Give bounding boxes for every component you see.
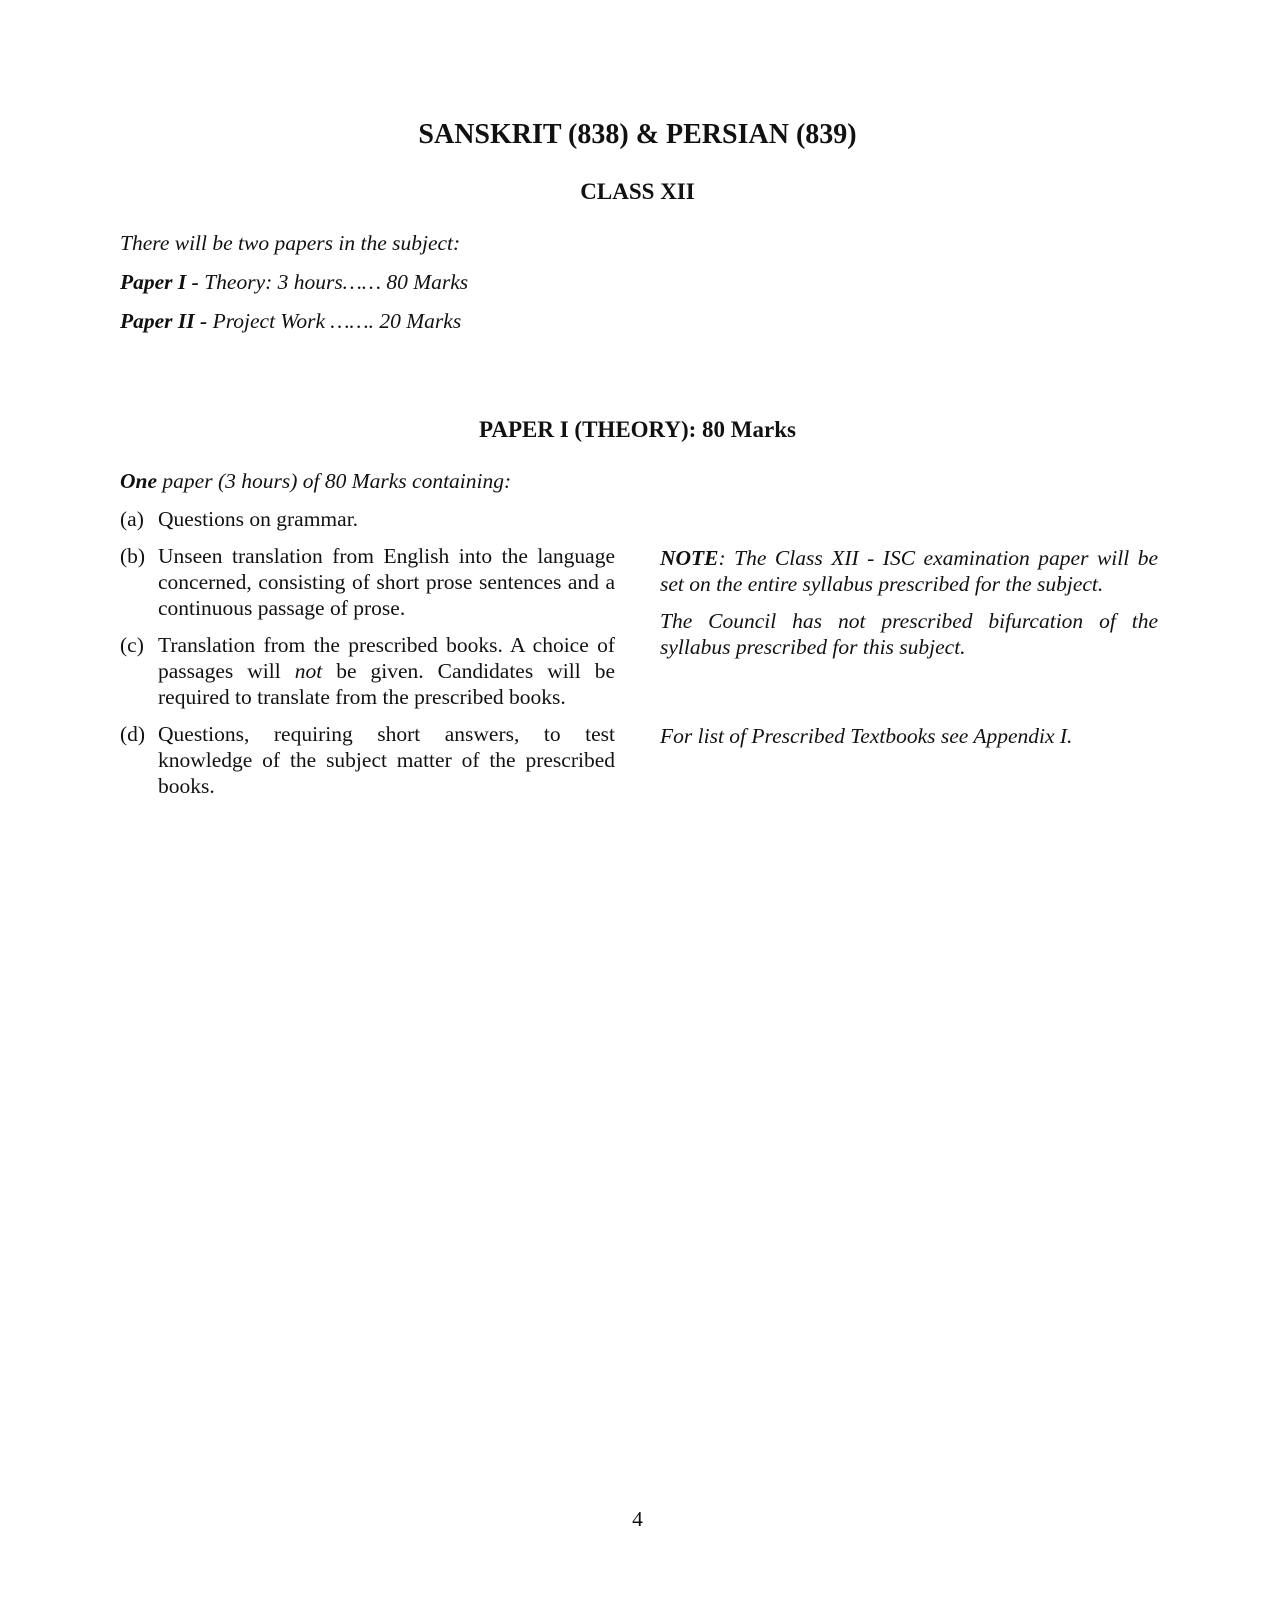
intro-line: There will be two papers in the subject: <box>120 231 461 255</box>
list-item <box>120 543 615 621</box>
item-text <box>158 632 615 710</box>
item-text-emphasis: not <box>294 659 323 683</box>
paper1-heading: PAPER I (THEORY): 80 Marks <box>479 417 796 442</box>
lead-bold: One <box>120 469 158 493</box>
paper2-label: Paper II - <box>120 309 208 333</box>
council-paragraph: The Council has not prescribed bifurcation of the syllabus prescribed for this subject. <box>660 609 1158 659</box>
item-marker: (b) <box>120 544 146 568</box>
document-title: SANSKRIT (838) & PERSIAN (839) <box>418 119 857 150</box>
page-number: 4 <box>632 1507 643 1531</box>
list-item <box>120 506 615 532</box>
item-marker: (a) <box>120 507 144 531</box>
paper1-text: Theory: 3 hours…… 80 Marks <box>198 270 469 294</box>
note-paragraph <box>660 545 1158 597</box>
item-text-part: Translation from the prescribed books. A choice of passages will <box>158 633 615 683</box>
paper2-text: Project Work ……. 20 Marks <box>207 309 462 333</box>
list-item <box>120 721 615 799</box>
paper2-line <box>120 308 820 334</box>
note-label: NOTE <box>660 546 719 570</box>
item-text: Questions on grammar. <box>158 507 359 531</box>
appendix-paragraph: For list of Prescribed Textbooks see Appendix I. <box>660 724 1073 748</box>
list-item <box>120 632 615 710</box>
item-marker: (c) <box>120 633 144 657</box>
note-text: : The Class XII - ISC examination paper will be set on the entire syllabus prescribed for the subject. <box>660 546 1158 596</box>
class-label: CLASS XII <box>580 179 695 204</box>
item-text-part: be given. Candidates will be required to translate from the prescribed books. <box>158 659 615 709</box>
question-list <box>120 506 615 810</box>
paper1-label: Paper I - <box>120 270 199 294</box>
lead-text: paper (3 hours) of 80 Marks containing: <box>157 469 512 493</box>
paper1-line <box>120 269 820 295</box>
item-marker: (d) <box>120 722 146 746</box>
intro-block <box>120 230 820 347</box>
item-text: Questions, requiring short answers, to test knowledge of the subject matter of the prescribed books. <box>158 722 615 798</box>
item-text: Unseen translation from English into the language concerned, consisting of short prose sentences and a continuous passage of prose. <box>158 544 615 620</box>
paper1-lead <box>120 468 640 494</box>
notes-column <box>660 545 1158 749</box>
